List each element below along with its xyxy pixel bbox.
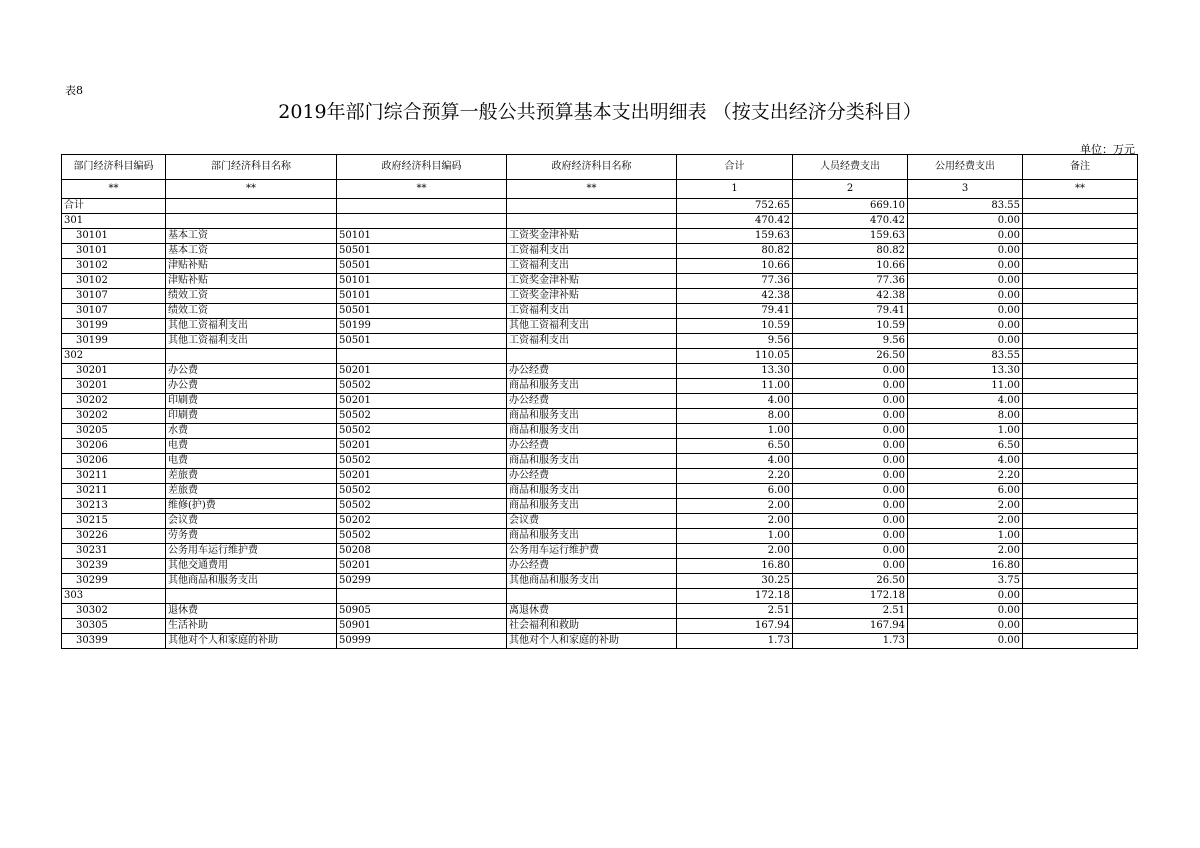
gov-name-cell: 工资福利支出 <box>507 334 677 349</box>
table-number-label: 表8 <box>65 84 83 97</box>
dept-name-cell: 津贴补贴 <box>166 259 337 274</box>
remark-cell <box>1023 349 1138 364</box>
public-cell: 0.00 <box>908 274 1023 289</box>
total-cell: 752.65 <box>677 199 793 214</box>
public-cell: 1.00 <box>908 529 1023 544</box>
table-row <box>62 319 1138 334</box>
personnel-cell: 0.00 <box>793 439 908 454</box>
table-row <box>62 349 1138 364</box>
dept-code-cell: 30211 <box>62 469 166 484</box>
total-cell: 11.00 <box>677 379 793 394</box>
table-row <box>62 619 1138 634</box>
gov-code-cell: 50502 <box>337 379 507 394</box>
remark-cell <box>1023 514 1138 529</box>
gov-name-cell: 办公经费 <box>507 364 677 379</box>
dept-name-cell: 其他工资福利支出 <box>166 319 337 334</box>
dept-name-cell: 差旅费 <box>166 469 337 484</box>
table-row <box>62 334 1138 349</box>
public-cell: 8.00 <box>908 409 1023 424</box>
remark-cell <box>1023 229 1138 244</box>
remark-cell <box>1023 484 1138 499</box>
dept-code-cell: 30201 <box>62 379 166 394</box>
dept-code-cell: 30206 <box>62 454 166 469</box>
gov-code-cell: 50905 <box>337 604 507 619</box>
table-row <box>62 379 1138 394</box>
gov-code-cell: 50501 <box>337 304 507 319</box>
gov-name-cell: 办公经费 <box>507 394 677 409</box>
remark-cell <box>1023 424 1138 439</box>
gov-code-cell: 50501 <box>337 334 507 349</box>
table-row <box>62 394 1138 409</box>
total-cell: 1.00 <box>677 529 793 544</box>
public-cell: 83.55 <box>908 199 1023 214</box>
remark-cell <box>1023 559 1138 574</box>
table-row <box>62 409 1138 424</box>
gov-code-cell: 50199 <box>337 319 507 334</box>
remark-cell <box>1023 604 1138 619</box>
personnel-cell: 0.00 <box>793 424 908 439</box>
gov-code-cell: 50202 <box>337 514 507 529</box>
column-header: 政府经济科目名称 <box>507 155 677 180</box>
gov-name-cell: 离退休费 <box>507 604 677 619</box>
column-header: 政府经济科目编码 <box>337 155 507 180</box>
remark-cell <box>1023 244 1138 259</box>
dept-code-cell: 30107 <box>62 289 166 304</box>
dept-code-cell: 30199 <box>62 319 166 334</box>
total-cell: 9.56 <box>677 334 793 349</box>
public-cell: 83.55 <box>908 349 1023 364</box>
gov-code-cell: 50208 <box>337 544 507 559</box>
dept-name-cell: 其他对个人和家庭的补助 <box>166 634 337 649</box>
total-cell: 4.00 <box>677 454 793 469</box>
dept-code-cell: 30205 <box>62 424 166 439</box>
unit-label: 单位：万元 <box>1080 143 1135 156</box>
table-row <box>62 214 1138 229</box>
public-cell: 0.00 <box>908 589 1023 604</box>
gov-name-cell: 公务用车运行维护费 <box>507 544 677 559</box>
dept-name-cell: 其他工资福利支出 <box>166 334 337 349</box>
column-index: 3 <box>908 180 1023 199</box>
table-row <box>62 229 1138 244</box>
gov-code-cell: 50999 <box>337 634 507 649</box>
total-cell: 167.94 <box>677 619 793 634</box>
dept-code-cell: 30213 <box>62 499 166 514</box>
remark-cell <box>1023 379 1138 394</box>
gov-code-cell: 50101 <box>337 289 507 304</box>
personnel-cell: 0.00 <box>793 454 908 469</box>
table-row <box>62 559 1138 574</box>
public-cell: 0.00 <box>908 604 1023 619</box>
gov-code-cell: 50502 <box>337 529 507 544</box>
remark-cell <box>1023 214 1138 229</box>
total-cell: 2.51 <box>677 604 793 619</box>
gov-name-cell: 办公经费 <box>507 559 677 574</box>
remark-cell <box>1023 319 1138 334</box>
public-cell: 4.00 <box>908 394 1023 409</box>
personnel-cell: 0.00 <box>793 514 908 529</box>
dept-code-cell: 30202 <box>62 394 166 409</box>
dept-code-cell: 30101 <box>62 229 166 244</box>
gov-code-cell: 50101 <box>337 274 507 289</box>
total-cell: 10.59 <box>677 319 793 334</box>
personnel-cell: 0.00 <box>793 559 908 574</box>
table-row <box>62 574 1138 589</box>
remark-cell <box>1023 274 1138 289</box>
column-index: ** <box>1023 180 1138 199</box>
public-cell: 0.00 <box>908 334 1023 349</box>
remark-cell <box>1023 334 1138 349</box>
remark-cell <box>1023 259 1138 274</box>
page-title: 2019年部门综合预算一般公共预算基本支出明细表 （按支出经济分类科目） <box>278 101 922 123</box>
dept-code-cell: 30101 <box>62 244 166 259</box>
gov-name-cell: 工资福利支出 <box>507 259 677 274</box>
dept-name-cell <box>166 214 337 229</box>
gov-name-cell: 工资奖金津补贴 <box>507 229 677 244</box>
dept-code-cell: 合计 <box>62 199 166 214</box>
gov-code-cell: 50299 <box>337 574 507 589</box>
table-row <box>62 424 1138 439</box>
gov-name-cell: 商品和服务支出 <box>507 484 677 499</box>
dept-name-cell: 水费 <box>166 424 337 439</box>
personnel-cell: 42.38 <box>793 289 908 304</box>
gov-name-cell: 商品和服务支出 <box>507 529 677 544</box>
gov-name-cell <box>507 349 677 364</box>
personnel-cell: 0.00 <box>793 544 908 559</box>
table-row <box>62 274 1138 289</box>
dept-name-cell: 基本工资 <box>166 244 337 259</box>
total-cell: 4.00 <box>677 394 793 409</box>
column-header: 部门经济科目名称 <box>166 155 337 180</box>
gov-code-cell: 50201 <box>337 439 507 454</box>
dept-code-cell: 30102 <box>62 259 166 274</box>
gov-code-cell: 50501 <box>337 244 507 259</box>
remark-cell <box>1023 199 1138 214</box>
personnel-cell: 669.10 <box>793 199 908 214</box>
dept-name-cell: 差旅费 <box>166 484 337 499</box>
dept-code-cell: 30215 <box>62 514 166 529</box>
gov-code-cell: 50502 <box>337 499 507 514</box>
total-cell: 80.82 <box>677 244 793 259</box>
gov-name-cell: 商品和服务支出 <box>507 454 677 469</box>
dept-name-cell: 会议费 <box>166 514 337 529</box>
personnel-cell: 0.00 <box>793 469 908 484</box>
dept-name-cell: 维修(护)费 <box>166 499 337 514</box>
remark-cell <box>1023 394 1138 409</box>
personnel-cell: 10.59 <box>793 319 908 334</box>
column-index: ** <box>507 180 677 199</box>
public-cell: 2.00 <box>908 499 1023 514</box>
total-cell: 1.73 <box>677 634 793 649</box>
total-cell: 10.66 <box>677 259 793 274</box>
table-row <box>62 544 1138 559</box>
dept-name-cell <box>166 199 337 214</box>
table-row <box>62 634 1138 649</box>
column-index: 1 <box>677 180 793 199</box>
public-cell: 0.00 <box>908 319 1023 334</box>
public-cell: 0.00 <box>908 304 1023 319</box>
dept-code-cell: 30199 <box>62 334 166 349</box>
public-cell: 1.00 <box>908 424 1023 439</box>
dept-code-cell: 303 <box>62 589 166 604</box>
gov-code-cell <box>337 214 507 229</box>
personnel-cell: 10.66 <box>793 259 908 274</box>
gov-code-cell: 50502 <box>337 454 507 469</box>
table-row <box>62 589 1138 604</box>
remark-cell <box>1023 619 1138 634</box>
remark-cell <box>1023 634 1138 649</box>
personnel-cell: 9.56 <box>793 334 908 349</box>
gov-name-cell: 社会福利和救助 <box>507 619 677 634</box>
column-header: 人员经费支出 <box>793 155 908 180</box>
table-row <box>62 514 1138 529</box>
public-cell: 0.00 <box>908 289 1023 304</box>
table-row <box>62 499 1138 514</box>
gov-name-cell: 商品和服务支出 <box>507 409 677 424</box>
dept-code-cell: 30107 <box>62 304 166 319</box>
public-cell: 2.00 <box>908 514 1023 529</box>
gov-code-cell: 50502 <box>337 484 507 499</box>
gov-code-cell: 50201 <box>337 394 507 409</box>
personnel-cell: 0.00 <box>793 499 908 514</box>
header-row <box>62 155 1138 180</box>
gov-code-cell: 50901 <box>337 619 507 634</box>
total-cell: 6.00 <box>677 484 793 499</box>
personnel-cell: 167.94 <box>793 619 908 634</box>
public-cell: 6.50 <box>908 439 1023 454</box>
gov-name-cell: 商品和服务支出 <box>507 379 677 394</box>
personnel-cell: 79.41 <box>793 304 908 319</box>
total-cell: 1.00 <box>677 424 793 439</box>
gov-name-cell: 工资奖金津补贴 <box>507 289 677 304</box>
gov-name-cell: 办公经费 <box>507 439 677 454</box>
gov-name-cell: 工资福利支出 <box>507 244 677 259</box>
remark-cell <box>1023 499 1138 514</box>
personnel-cell: 0.00 <box>793 529 908 544</box>
remark-cell <box>1023 544 1138 559</box>
table-row <box>62 604 1138 619</box>
table-row <box>62 469 1138 484</box>
total-cell: 79.41 <box>677 304 793 319</box>
dept-name-cell: 绩效工资 <box>166 304 337 319</box>
remark-cell <box>1023 574 1138 589</box>
personnel-cell: 26.50 <box>793 349 908 364</box>
public-cell: 0.00 <box>908 214 1023 229</box>
column-header: 部门经济科目编码 <box>62 155 166 180</box>
gov-code-cell: 50201 <box>337 364 507 379</box>
total-cell: 8.00 <box>677 409 793 424</box>
table-row <box>62 529 1138 544</box>
personnel-cell: 77.36 <box>793 274 908 289</box>
expenditure-table <box>61 154 1138 649</box>
dept-code-cell: 30102 <box>62 274 166 289</box>
personnel-cell: 1.73 <box>793 634 908 649</box>
gov-name-cell <box>507 199 677 214</box>
public-cell: 16.80 <box>908 559 1023 574</box>
dept-name-cell: 其他交通费用 <box>166 559 337 574</box>
dept-name-cell: 生活补助 <box>166 619 337 634</box>
table-row <box>62 454 1138 469</box>
dept-name-cell: 印刷费 <box>166 394 337 409</box>
table-row <box>62 199 1138 214</box>
dept-name-cell: 办公费 <box>166 379 337 394</box>
subheader-row <box>62 180 1138 199</box>
gov-code-cell: 50201 <box>337 559 507 574</box>
total-cell: 13.30 <box>677 364 793 379</box>
dept-code-cell: 302 <box>62 349 166 364</box>
personnel-cell: 159.63 <box>793 229 908 244</box>
gov-name-cell <box>507 589 677 604</box>
gov-name-cell: 其他商品和服务支出 <box>507 574 677 589</box>
personnel-cell: 0.00 <box>793 379 908 394</box>
dept-code-cell: 30302 <box>62 604 166 619</box>
dept-name-cell: 退休费 <box>166 604 337 619</box>
remark-cell <box>1023 454 1138 469</box>
personnel-cell: 0.00 <box>793 394 908 409</box>
public-cell: 2.20 <box>908 469 1023 484</box>
total-cell: 110.05 <box>677 349 793 364</box>
dept-name-cell: 劳务费 <box>166 529 337 544</box>
column-header: 备注 <box>1023 155 1138 180</box>
personnel-cell: 0.00 <box>793 364 908 379</box>
remark-cell <box>1023 469 1138 484</box>
dept-code-cell: 30226 <box>62 529 166 544</box>
dept-code-cell: 30231 <box>62 544 166 559</box>
public-cell: 0.00 <box>908 634 1023 649</box>
personnel-cell: 2.51 <box>793 604 908 619</box>
gov-name-cell: 其他工资福利支出 <box>507 319 677 334</box>
dept-name-cell: 基本工资 <box>166 229 337 244</box>
total-cell: 6.50 <box>677 439 793 454</box>
remark-cell <box>1023 439 1138 454</box>
total-cell: 30.25 <box>677 574 793 589</box>
dept-code-cell: 30399 <box>62 634 166 649</box>
table-row <box>62 259 1138 274</box>
remark-cell <box>1023 409 1138 424</box>
public-cell: 0.00 <box>908 259 1023 274</box>
column-index: ** <box>166 180 337 199</box>
remark-cell <box>1023 529 1138 544</box>
gov-name-cell: 商品和服务支出 <box>507 424 677 439</box>
gov-name-cell: 工资福利支出 <box>507 304 677 319</box>
dept-code-cell: 30211 <box>62 484 166 499</box>
personnel-cell: 470.42 <box>793 214 908 229</box>
table-row <box>62 439 1138 454</box>
gov-code-cell <box>337 589 507 604</box>
total-cell: 2.00 <box>677 514 793 529</box>
gov-code-cell <box>337 199 507 214</box>
dept-code-cell: 30201 <box>62 364 166 379</box>
dept-name-cell: 津贴补贴 <box>166 274 337 289</box>
total-cell: 2.00 <box>677 544 793 559</box>
dept-name-cell <box>166 589 337 604</box>
column-header: 公用经费支出 <box>908 155 1023 180</box>
dept-code-cell: 301 <box>62 214 166 229</box>
dept-name-cell: 办公费 <box>166 364 337 379</box>
dept-code-cell: 30305 <box>62 619 166 634</box>
total-cell: 159.63 <box>677 229 793 244</box>
total-cell: 77.36 <box>677 274 793 289</box>
dept-name-cell: 电费 <box>166 439 337 454</box>
table-row <box>62 484 1138 499</box>
gov-name-cell: 会议费 <box>507 514 677 529</box>
gov-code-cell: 50501 <box>337 259 507 274</box>
public-cell: 4.00 <box>908 454 1023 469</box>
gov-name-cell: 其他对个人和家庭的补助 <box>507 634 677 649</box>
public-cell: 11.00 <box>908 379 1023 394</box>
gov-name-cell: 办公经费 <box>507 469 677 484</box>
dept-code-cell: 30202 <box>62 409 166 424</box>
gov-code-cell: 50101 <box>337 229 507 244</box>
gov-name-cell <box>507 214 677 229</box>
total-cell: 470.42 <box>677 214 793 229</box>
total-cell: 2.00 <box>677 499 793 514</box>
total-cell: 16.80 <box>677 559 793 574</box>
table-row <box>62 364 1138 379</box>
gov-code-cell: 50502 <box>337 409 507 424</box>
column-index: ** <box>337 180 507 199</box>
personnel-cell: 26.50 <box>793 574 908 589</box>
table-row <box>62 304 1138 319</box>
gov-name-cell: 工资奖金津补贴 <box>507 274 677 289</box>
gov-code-cell <box>337 349 507 364</box>
dept-name-cell: 电费 <box>166 454 337 469</box>
dept-name-cell: 其他商品和服务支出 <box>166 574 337 589</box>
dept-code-cell: 30239 <box>62 559 166 574</box>
remark-cell <box>1023 364 1138 379</box>
gov-code-cell: 50502 <box>337 424 507 439</box>
total-cell: 172.18 <box>677 589 793 604</box>
gov-code-cell: 50201 <box>337 469 507 484</box>
public-cell: 6.00 <box>908 484 1023 499</box>
public-cell: 13.30 <box>908 364 1023 379</box>
total-cell: 2.20 <box>677 469 793 484</box>
table-row <box>62 289 1138 304</box>
dept-name-cell: 绩效工资 <box>166 289 337 304</box>
column-index: ** <box>62 180 166 199</box>
personnel-cell: 0.00 <box>793 484 908 499</box>
remark-cell <box>1023 289 1138 304</box>
dept-name-cell: 公务用车运行维护费 <box>166 544 337 559</box>
public-cell: 0.00 <box>908 244 1023 259</box>
public-cell: 2.00 <box>908 544 1023 559</box>
column-index: 2 <box>793 180 908 199</box>
table-row <box>62 244 1138 259</box>
total-cell: 42.38 <box>677 289 793 304</box>
public-cell: 0.00 <box>908 229 1023 244</box>
column-header: 合计 <box>677 155 793 180</box>
public-cell: 0.00 <box>908 619 1023 634</box>
dept-name-cell <box>166 349 337 364</box>
personnel-cell: 172.18 <box>793 589 908 604</box>
gov-name-cell: 商品和服务支出 <box>507 499 677 514</box>
dept-code-cell: 30299 <box>62 574 166 589</box>
dept-name-cell: 印刷费 <box>166 409 337 424</box>
personnel-cell: 0.00 <box>793 409 908 424</box>
public-cell: 3.75 <box>908 574 1023 589</box>
remark-cell <box>1023 589 1138 604</box>
remark-cell <box>1023 304 1138 319</box>
dept-code-cell: 30206 <box>62 439 166 454</box>
personnel-cell: 80.82 <box>793 244 908 259</box>
